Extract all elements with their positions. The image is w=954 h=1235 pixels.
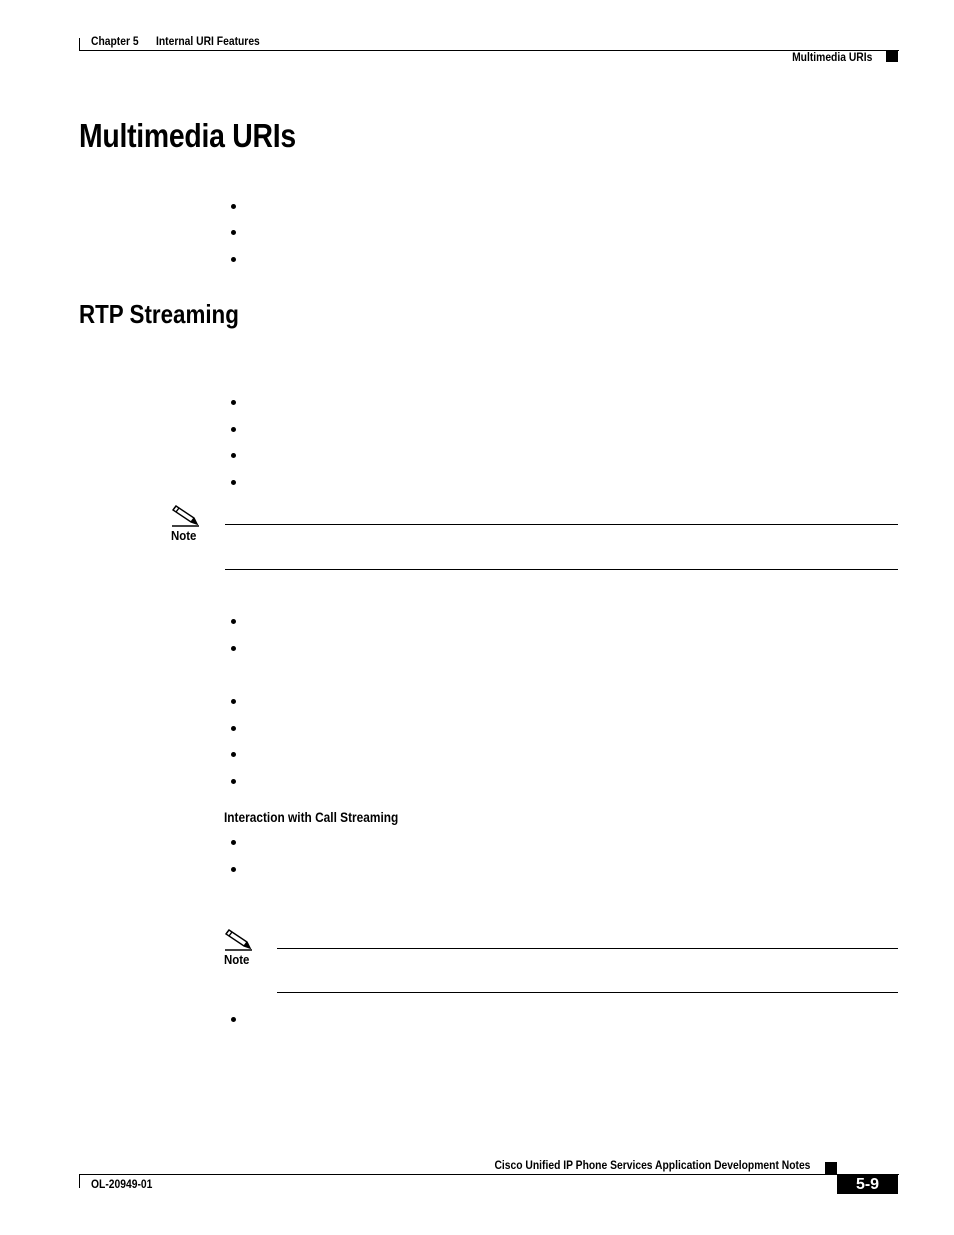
footer-left-tick [79, 1174, 80, 1188]
list-bullet [231, 726, 236, 731]
list-bullet [231, 230, 236, 235]
note-top-rule [277, 948, 898, 949]
note-bottom-rule [225, 569, 898, 570]
list-bullet [231, 453, 236, 458]
header-chapter-title: Internal URI Features [156, 34, 260, 48]
header-section: Multimedia URIs [791, 50, 872, 64]
list-bullet [231, 699, 236, 704]
list-bullet [231, 646, 236, 651]
interaction-heading: Interaction with Call Streaming [224, 810, 399, 825]
note-pencil-icon [172, 503, 200, 527]
header-marker [886, 51, 898, 62]
footer-marker [825, 1162, 837, 1174]
list-bullet [231, 1017, 236, 1022]
page-title: Multimedia URIs [79, 117, 296, 154]
note-label: Note [224, 952, 250, 967]
list-bullet [231, 400, 236, 405]
page-number: 5-9 [837, 1174, 898, 1194]
note-top-rule [225, 524, 898, 525]
note-bottom-rule [277, 992, 898, 993]
section-heading: RTP Streaming [79, 299, 239, 329]
list-bullet [231, 840, 236, 845]
footer-doc-number: OL-20949-01 [91, 1177, 153, 1191]
header-rule [79, 50, 899, 51]
list-bullet [231, 752, 236, 757]
list-bullet [231, 427, 236, 432]
footer-rule [79, 1174, 899, 1175]
list-bullet [231, 779, 236, 784]
header-chapter: Chapter 5 [91, 34, 139, 48]
list-bullet [231, 257, 236, 262]
list-bullet [231, 619, 236, 624]
note-label: Note [171, 528, 197, 543]
footer-book-title: Cisco Unified IP Phone Services Application Development Notes [494, 1158, 810, 1172]
list-bullet [231, 480, 236, 485]
note-pencil-icon [225, 927, 253, 951]
list-bullet [231, 867, 236, 872]
list-bullet [231, 204, 236, 209]
